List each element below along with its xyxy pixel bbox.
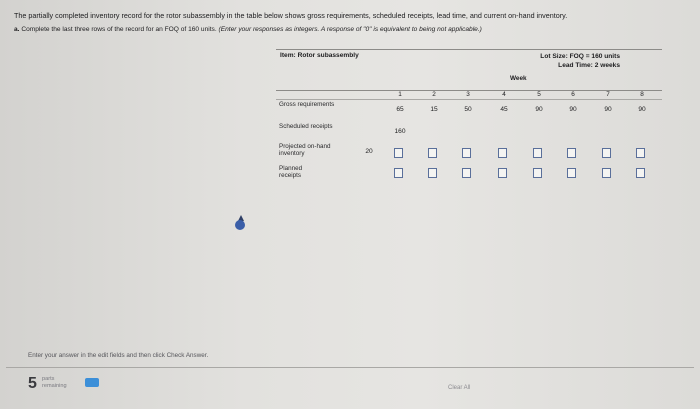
gross-value: 90 (569, 106, 577, 113)
parts-remaining-label (42, 376, 67, 389)
scheduled-value: 160 (394, 128, 406, 135)
week-7: 7 (606, 91, 610, 98)
question-prefix: a. (14, 26, 20, 33)
question-note: (Enter your responses as integers. A response of "0" is equivalent to being not applicable.) (218, 26, 482, 33)
gross-value: 90 (604, 106, 612, 113)
cursor-dot-icon (235, 220, 245, 230)
planned-input-week-4[interactable] (498, 168, 507, 178)
week-8: 8 (640, 91, 644, 98)
lot-info (540, 52, 620, 70)
on-hand-input-week-3[interactable] (462, 148, 471, 158)
week-3: 3 (466, 91, 470, 98)
item-name: Item: Rotor subassembly (280, 52, 359, 59)
record-header (276, 49, 662, 91)
parts-label-line2: remaining (42, 382, 67, 389)
on-hand-input-week-8[interactable] (636, 148, 645, 158)
week-4: 4 (502, 91, 506, 98)
question-part-a (14, 24, 482, 36)
gross-value: 90 (535, 106, 543, 113)
question-intro (14, 10, 694, 33)
on-hand-input-week-6[interactable] (567, 148, 576, 158)
planned-input-week-2[interactable] (428, 168, 437, 178)
on-hand-initial: 20 (365, 148, 373, 155)
planned-input-week-8[interactable] (636, 168, 645, 178)
planned-input-week-1[interactable] (394, 168, 403, 178)
row-label-planned: Planned receipts (279, 165, 303, 180)
week-6: 6 (571, 91, 575, 98)
progress-indicator (85, 378, 99, 387)
gross-value: 45 (500, 106, 508, 113)
on-hand-input-week-2[interactable] (428, 148, 437, 158)
parts-label-line1: parts (42, 376, 55, 382)
row-label-on-hand: Projected on-hand inventory (279, 143, 331, 158)
planned-input-week-7[interactable] (602, 168, 611, 178)
answer-hint: Enter your answer in the edit fields and then click Check Answer. (28, 352, 209, 359)
problem-statement: The partially completed inventory record for the rotor subassembly in the table below shows gross requirements, scheduled receipts, lead time, and current on-hand inventory. (14, 11, 568, 20)
planned-input-week-6[interactable] (567, 168, 576, 178)
question-main: Complete the last three rows of the record for an FOQ of 160 units. (21, 26, 217, 33)
on-hand-input-week-5[interactable] (533, 148, 542, 158)
on-hand-input-week-1[interactable] (394, 148, 403, 158)
planned-input-week-3[interactable] (462, 168, 471, 178)
parts-remaining-count: 5 (28, 375, 37, 392)
gross-value: 90 (638, 106, 646, 113)
gross-value: 50 (464, 106, 472, 113)
gross-value: 15 (430, 106, 438, 113)
week-1: 1 (398, 91, 402, 98)
footer-divider (6, 367, 694, 368)
week-5: 5 (537, 91, 541, 98)
on-hand-input-week-7[interactable] (602, 148, 611, 158)
lead-time: Lead Time: 2 weeks (558, 62, 620, 69)
week-2: 2 (432, 91, 436, 98)
week-label: Week (510, 75, 527, 82)
lot-size: Lot Size: FOQ = 160 units (540, 53, 620, 60)
week-divider (276, 99, 662, 100)
on-hand-input-week-4[interactable] (498, 148, 507, 158)
row-label-scheduled: Scheduled receipts (279, 123, 333, 130)
planned-input-week-5[interactable] (533, 168, 542, 178)
row-label-gross: Gross requirements (279, 101, 335, 108)
clear-all-button[interactable]: Clear All (448, 385, 471, 391)
gross-value: 65 (396, 106, 404, 113)
